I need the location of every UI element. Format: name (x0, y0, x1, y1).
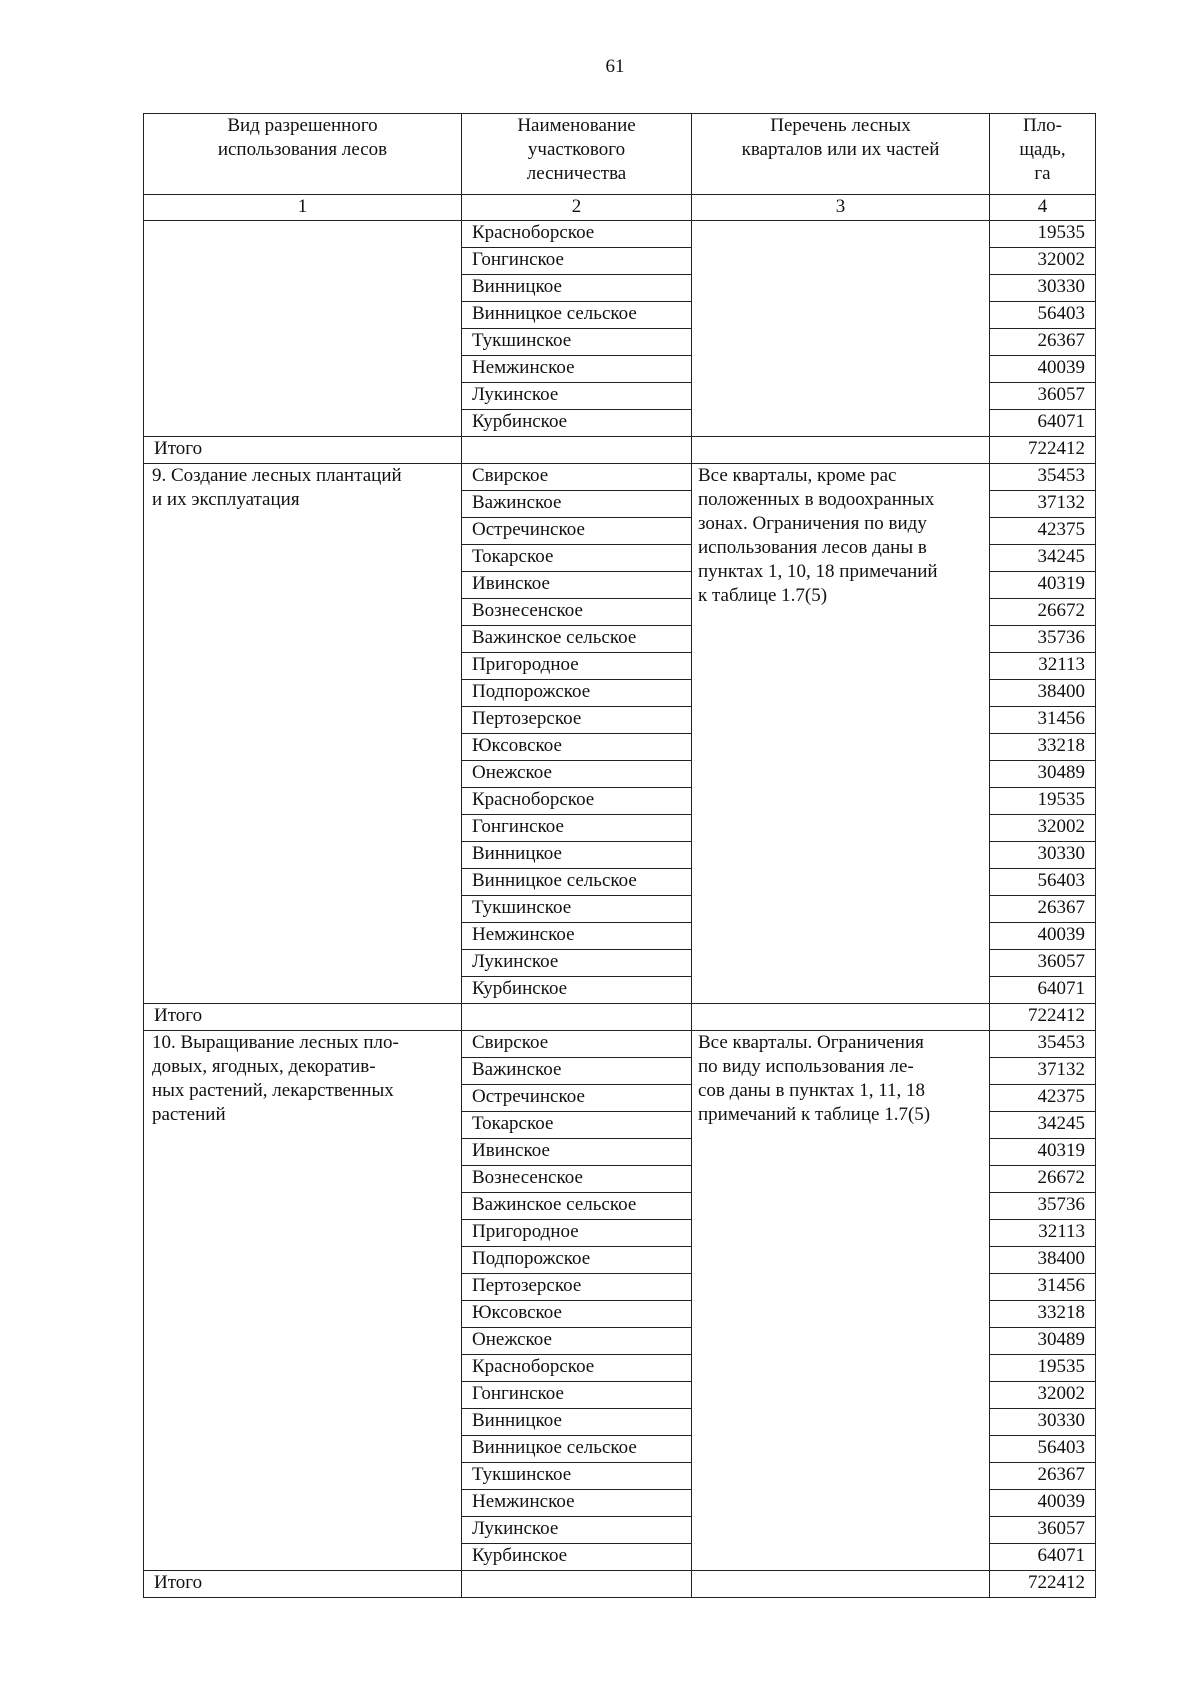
district-name: Тукшинское (462, 896, 692, 923)
district-area: 32113 (990, 653, 1096, 680)
total-area: 722412 (990, 437, 1096, 464)
district-name: Немжинское (462, 1490, 692, 1517)
column-header-4: Пло- щадь, га (990, 114, 1096, 195)
district-area: 19535 (990, 221, 1096, 248)
section-1-use-type: 9. Создание лесных плантаций и их эксплуатация (144, 464, 462, 1004)
table-row (144, 1031, 1096, 1058)
district-name: Юксовское (462, 734, 692, 761)
district-name: Остречинское (462, 518, 692, 545)
total-empty (462, 1004, 692, 1031)
district-area: 32113 (990, 1220, 1096, 1247)
district-area: 36057 (990, 1517, 1096, 1544)
total-empty (462, 437, 692, 464)
continuation-total-row (144, 437, 1096, 464)
total-area: 722412 (990, 1004, 1096, 1031)
district-name: Ивинское (462, 1139, 692, 1166)
column-header-3: Перечень лесных кварталов или их частей (692, 114, 990, 195)
district-name: Пертозерское (462, 707, 692, 734)
district-name: Тукшинское (462, 329, 692, 356)
district-area: 19535 (990, 788, 1096, 815)
forest-use-table (143, 113, 1096, 1598)
district-area: 38400 (990, 1247, 1096, 1274)
district-area: 32002 (990, 815, 1096, 842)
district-name: Красноборское (462, 221, 692, 248)
district-area: 40319 (990, 572, 1096, 599)
district-area: 56403 (990, 302, 1096, 329)
column-number: 4 (990, 195, 1096, 221)
district-name: Токарское (462, 545, 692, 572)
district-area: 35453 (990, 464, 1096, 491)
district-name: Свирское (462, 464, 692, 491)
district-area: 35736 (990, 626, 1096, 653)
district-name: Подпорожское (462, 1247, 692, 1274)
district-area: 30489 (990, 1328, 1096, 1355)
district-name: Красноборское (462, 1355, 692, 1382)
column-number-row (144, 195, 1096, 221)
district-name: Ивинское (462, 572, 692, 599)
column-header-2: Наименование участкового лесничества (462, 114, 692, 195)
district-name: Вознесенское (462, 599, 692, 626)
district-area: 56403 (990, 869, 1096, 896)
district-name: Винницкое (462, 1409, 692, 1436)
district-name: Пертозерское (462, 1274, 692, 1301)
district-name: Курбинское (462, 977, 692, 1004)
district-area: 19535 (990, 1355, 1096, 1382)
district-area: 64071 (990, 977, 1096, 1004)
district-name: Важинское сельское (462, 626, 692, 653)
column-number: 3 (692, 195, 990, 221)
district-area: 64071 (990, 1544, 1096, 1571)
district-name: Вознесенское (462, 1166, 692, 1193)
district-name: Гонгинское (462, 815, 692, 842)
district-name: Подпорожское (462, 680, 692, 707)
district-name: Важинское (462, 491, 692, 518)
district-area: 37132 (990, 491, 1096, 518)
district-area: 36057 (990, 383, 1096, 410)
total-empty (462, 1571, 692, 1598)
section-2-total-row (144, 1571, 1096, 1598)
column-header-1: Вид разрешенного использования лесов (144, 114, 462, 195)
district-area: 26672 (990, 1166, 1096, 1193)
district-name: Немжинское (462, 356, 692, 383)
continuation-use-type (144, 221, 462, 437)
district-name: Гонгинское (462, 1382, 692, 1409)
total-area: 722412 (990, 1571, 1096, 1598)
district-name: Важинское (462, 1058, 692, 1085)
table-row (144, 464, 1096, 491)
district-area: 56403 (990, 1436, 1096, 1463)
district-area: 26672 (990, 599, 1096, 626)
district-area: 40039 (990, 356, 1096, 383)
district-area: 33218 (990, 1301, 1096, 1328)
district-area: 37132 (990, 1058, 1096, 1085)
district-name: Тукшинское (462, 1463, 692, 1490)
district-area: 30330 (990, 1409, 1096, 1436)
district-area: 34245 (990, 545, 1096, 572)
page-number: 61 (605, 56, 625, 77)
district-name: Юксовское (462, 1301, 692, 1328)
district-area: 32002 (990, 1382, 1096, 1409)
district-area: 33218 (990, 734, 1096, 761)
district-name: Важинское сельское (462, 1193, 692, 1220)
district-area: 42375 (990, 1085, 1096, 1112)
district-name: Курбинское (462, 410, 692, 437)
district-area: 30489 (990, 761, 1096, 788)
district-name: Лукинское (462, 950, 692, 977)
district-name: Лукинское (462, 383, 692, 410)
district-area: 26367 (990, 329, 1096, 356)
table-row (144, 221, 1096, 248)
district-area: 31456 (990, 1274, 1096, 1301)
district-area: 34245 (990, 1112, 1096, 1139)
total-empty (692, 1004, 990, 1031)
column-number: 2 (462, 195, 692, 221)
district-name: Гонгинское (462, 248, 692, 275)
district-name: Лукинское (462, 1517, 692, 1544)
district-name: Винницкое сельское (462, 1436, 692, 1463)
district-name: Пригородное (462, 1220, 692, 1247)
district-name: Курбинское (462, 1544, 692, 1571)
column-number: 1 (144, 195, 462, 221)
district-name: Красноборское (462, 788, 692, 815)
district-name: Винницкое (462, 842, 692, 869)
district-area: 40039 (990, 1490, 1096, 1517)
total-label: Итого (144, 437, 462, 464)
district-area: 26367 (990, 1463, 1096, 1490)
section-2-quarters-note: Все кварталы. Ограничения по виду использования ле- сов даны в пунктах 1, 11, 18 примечаний к таблице 1.7(5) (692, 1031, 990, 1571)
district-area: 35736 (990, 1193, 1096, 1220)
district-area: 31456 (990, 707, 1096, 734)
header-row (144, 114, 1096, 195)
continuation-quarters-note (692, 221, 990, 437)
district-name: Винницкое сельское (462, 302, 692, 329)
total-empty (692, 1571, 990, 1598)
section-2-use-type: 10. Выращивание лесных пло- довых, ягодных, декоратив- ных растений, лекарственных растений (144, 1031, 462, 1571)
district-area: 30330 (990, 275, 1096, 302)
section-1-total-row (144, 1004, 1096, 1031)
section-1-quarters-note: Все кварталы, кроме рас положенных в водоохранных зонах. Ограничения по виду использования лесов даны в пунктах 1, 10, 18 примечаний к таблице 1.7(5) (692, 464, 990, 1004)
district-area: 32002 (990, 248, 1096, 275)
district-name: Винницкое сельское (462, 869, 692, 896)
total-label: Итого (144, 1004, 462, 1031)
district-name: Пригородное (462, 653, 692, 680)
district-area: 30330 (990, 842, 1096, 869)
total-label: Итого (144, 1571, 462, 1598)
district-area: 26367 (990, 896, 1096, 923)
district-name: Винницкое (462, 275, 692, 302)
district-name: Онежское (462, 1328, 692, 1355)
district-area: 38400 (990, 680, 1096, 707)
district-area: 64071 (990, 410, 1096, 437)
district-name: Свирское (462, 1031, 692, 1058)
district-name: Остречинское (462, 1085, 692, 1112)
district-area: 36057 (990, 950, 1096, 977)
district-area: 42375 (990, 518, 1096, 545)
district-name: Токарское (462, 1112, 692, 1139)
district-area: 35453 (990, 1031, 1096, 1058)
total-empty (692, 437, 990, 464)
district-area: 40319 (990, 1139, 1096, 1166)
district-area: 40039 (990, 923, 1096, 950)
district-name: Немжинское (462, 923, 692, 950)
district-name: Онежское (462, 761, 692, 788)
